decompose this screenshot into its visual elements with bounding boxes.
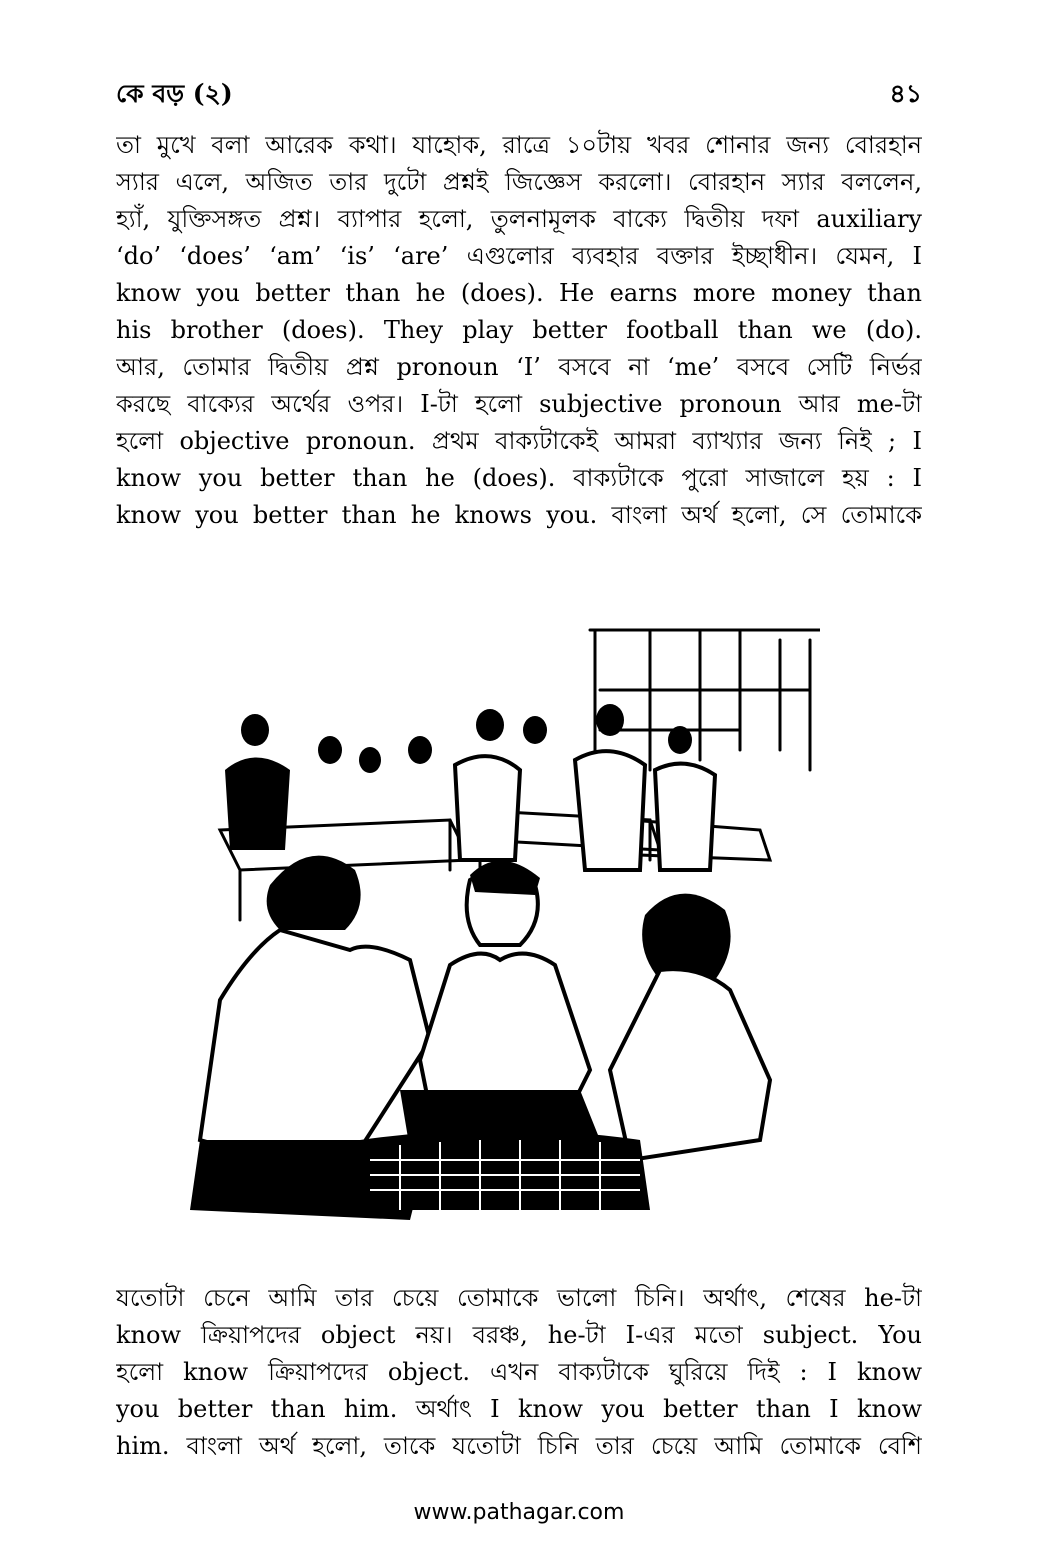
- footer-url: www.pathagar.com: [413, 1500, 625, 1525]
- paragraph-bottom: [116, 1280, 922, 1465]
- text-line: হ্যাঁ, যুক্তিসঙ্গত প্রশ্ন। ব্যাপার হলো, তুলনামূলক বাক্যে দ্বিতীয় দফা auxiliary: [116, 205, 922, 233]
- text-line: করছে বাক্যের অর্থের ওপর। I-টা হলো subjective pronoun আর me-টা: [116, 390, 922, 418]
- text-line: know you better than he knows you. বাংলা অর্থ হলো, সে তোমাকে: [116, 501, 922, 529]
- text-line: him. বাংলা অর্থ হলো, তাকে যতোটা চিনি তার চেয়ে আমি তোমাকে বেশি: [116, 1432, 922, 1460]
- text-line: you better than him. অর্থাৎ I know you better than I know: [116, 1395, 922, 1423]
- page-header: [116, 74, 922, 114]
- text-line: যতোটা চেনে আমি তার চেয়ে তোমাকে ভালো চিনি। অর্থাৎ, শেষের he-টা: [116, 1284, 922, 1312]
- text-line: স্যার এলে, অজিত তার দুটো প্রশ্নই জিজ্ঞেস করলো। বোরহান স্যার বললেন,: [116, 168, 922, 196]
- text-line: know you better than he (does). He earns more money than: [116, 279, 922, 307]
- text-line: know ক্রিয়াপদের object নয়। বরঞ্চ, he-টা I-এর মতো subject. You: [116, 1321, 922, 1349]
- running-title: কে বড় (২): [116, 79, 233, 108]
- text-line: know you better than he (does). বাক্যটাকে পুরো সাজালে হয় : I: [116, 464, 922, 492]
- text-line: তা মুখে বলা আরেক কথা। যাহোক, রাত্রে ১০টায় খবর শোনার জন্য বোরহান: [116, 131, 922, 159]
- text-line: হলো objective pronoun. প্রথম বাক্যটাকেই আমরা ব্যাখ্যার জন্য নিই ; I: [116, 427, 922, 455]
- paragraph-top: [116, 127, 922, 534]
- page-number: ৪১: [889, 79, 922, 108]
- text-line: his brother (does). They play better football than we (do).: [116, 316, 922, 344]
- text-line: হলো know ক্রিয়াপদের object. এখন বাক্যটাকে ঘুরিয়ে দিই : I know: [116, 1358, 922, 1386]
- text-line: আর, তোমার দ্বিতীয় প্রশ্ন pronoun ‘I’ বসবে না ‘me’ বসবে সেটি নির্ভর: [116, 353, 922, 381]
- classroom-illustration: [180, 620, 820, 1230]
- text-line: ‘do’ ‘does’ ‘am’ ‘is’ ‘are’ এগুলোর ব্যবহার বক্তার ইচ্ছাধীন। যেমন, I: [116, 242, 922, 270]
